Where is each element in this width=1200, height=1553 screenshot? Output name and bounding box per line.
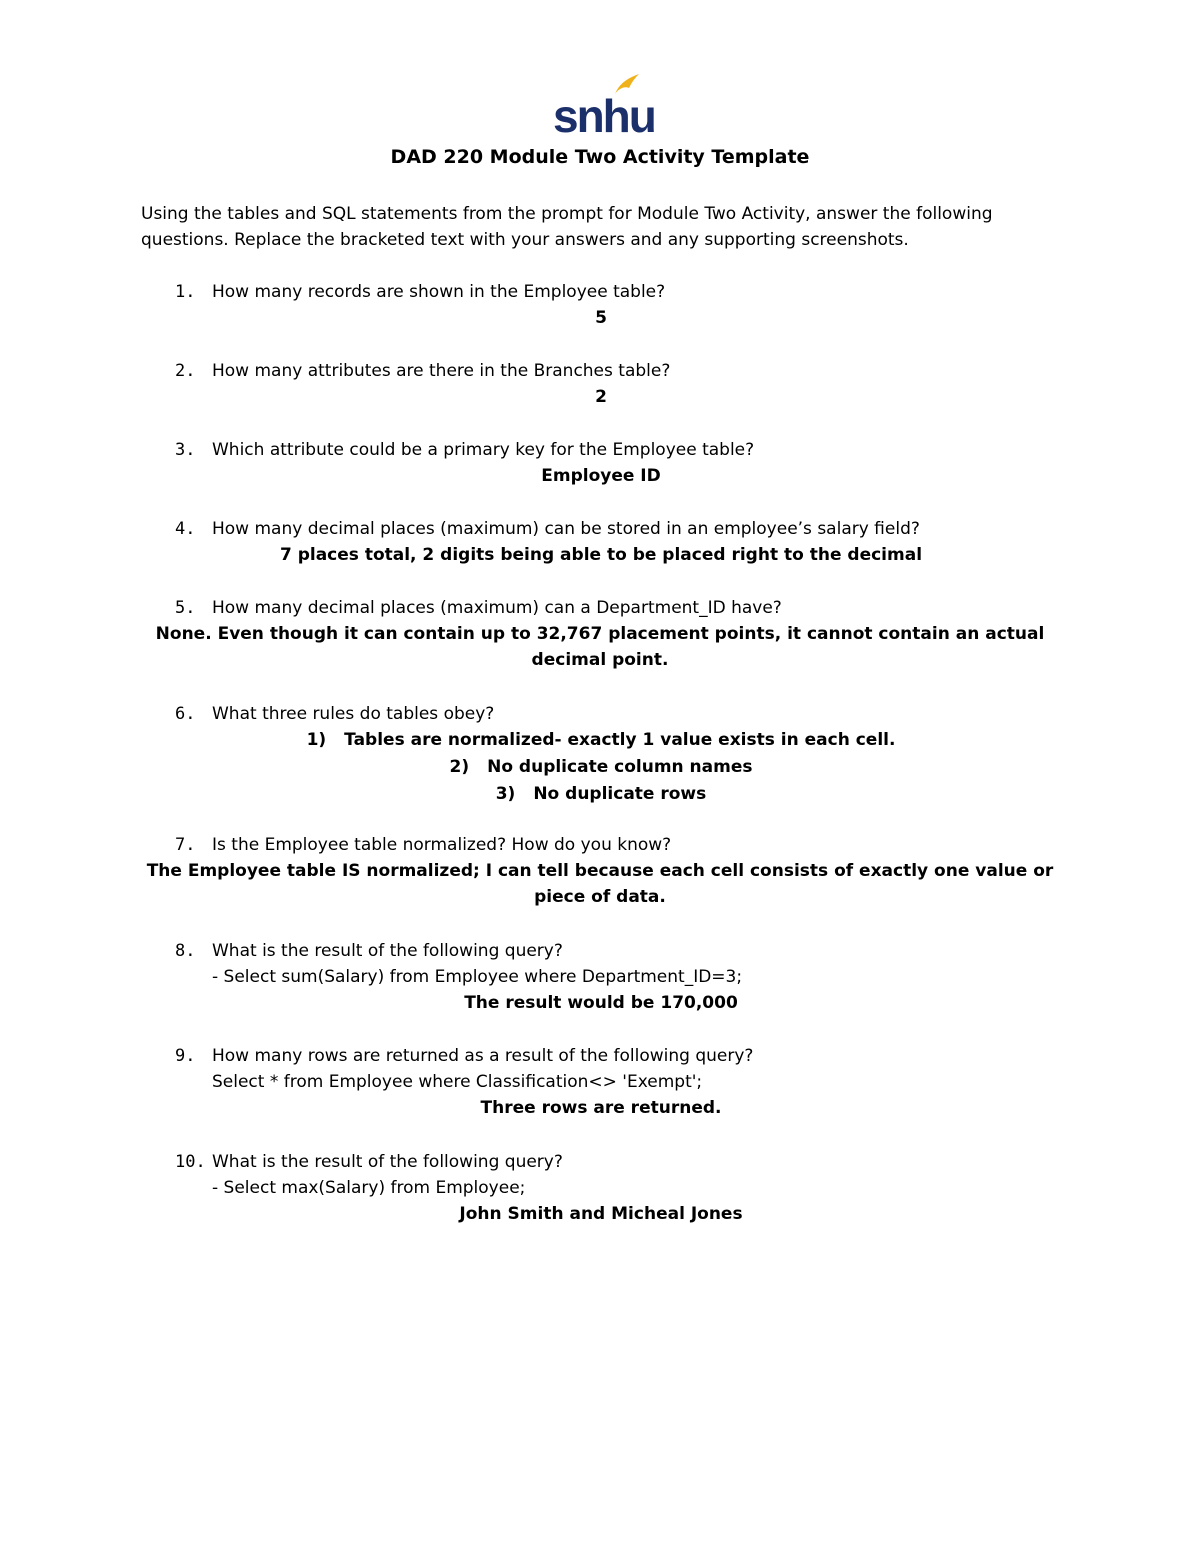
- question-2: [141, 358, 1061, 410]
- question-text: How many records are shown in the Employee table?: [212, 282, 666, 302]
- answer: Employee ID: [541, 466, 661, 486]
- rule-text: No duplicate column names: [487, 757, 753, 777]
- question-number: 10.: [175, 1152, 206, 1172]
- question-number: 5.: [175, 598, 196, 618]
- question-10: [141, 1149, 1061, 1227]
- question-number: 1.: [175, 282, 196, 302]
- rule-text: No duplicate rows: [533, 784, 707, 804]
- answer: None. Even though it can contain up to 32,767 placement points, it cannot contain an actual decimal point.: [155, 624, 1045, 670]
- question-number: 3.: [175, 440, 196, 460]
- rule-number: 1): [306, 730, 327, 750]
- question-number: 8.: [175, 941, 196, 961]
- rule-item: [141, 727, 1061, 754]
- rule-number: 2): [449, 757, 470, 777]
- snhu-logo: [553, 72, 655, 142]
- question-text: What is the result of the following query?: [212, 941, 563, 961]
- question-text: How many decimal places (maximum) can a Department_ID have?: [212, 598, 782, 618]
- question-text: Which attribute could be a primary key for the Employee table?: [212, 440, 755, 460]
- rule-number: 3): [495, 784, 516, 804]
- question-number: 2.: [175, 361, 196, 381]
- question-7: [141, 832, 1061, 858]
- question-text: How many decimal places (maximum) can be stored in an employee’s salary field?: [212, 519, 920, 539]
- question-text: Is the Employee table normalized? How do you know?: [212, 835, 672, 855]
- intro-paragraph: Using the tables and SQL statements from the prompt for Module Two Activity, answer the following questions. Replace the bracketed text with your answers and any supporting screenshots.: [141, 204, 993, 250]
- question-number: 9.: [175, 1046, 196, 1066]
- question-text: How many attributes are there in the Branches table?: [212, 361, 671, 381]
- query-text: - Select sum(Salary) from Employee where Department_ID=3;: [212, 967, 743, 987]
- rule-item: [141, 781, 1061, 808]
- answer: 7 places total, 2 digits being able to be placed right to the decimal: [279, 545, 923, 565]
- svg-text:snhu: snhu: [553, 90, 655, 142]
- answer: John Smith and Micheal Jones: [459, 1204, 743, 1224]
- question-5: [141, 595, 1061, 621]
- answer: The result would be 170,000: [464, 993, 738, 1013]
- question-8: [141, 938, 1061, 1016]
- rule-text: Tables are normalized- exactly 1 value exists in each cell.: [344, 730, 896, 750]
- question-3: [141, 437, 1061, 489]
- document-title: DAD 220 Module Two Activity Template: [390, 146, 810, 168]
- rule-item: [141, 754, 1061, 781]
- question-number: 7.: [175, 835, 196, 855]
- answer: The Employee table IS normalized; I can tell because each cell consists of exactly one value or piece of data.: [146, 861, 1054, 907]
- question-1: [141, 279, 1061, 331]
- answer: 5: [595, 308, 607, 328]
- answer: Three rows are returned.: [480, 1098, 722, 1118]
- query-text: Select * from Employee where Classification<> 'Exempt';: [212, 1072, 703, 1092]
- question-text: What three rules do tables obey?: [212, 704, 495, 724]
- question-text: What is the result of the following query?: [212, 1152, 563, 1172]
- question-text: How many rows are returned as a result of the following query?: [212, 1046, 754, 1066]
- question-6: [141, 701, 1061, 808]
- question-number: 6.: [175, 704, 196, 724]
- question-number: 4.: [175, 519, 196, 539]
- question-9: [141, 1043, 1061, 1121]
- answer: 2: [595, 387, 607, 407]
- question-4: [141, 516, 1061, 568]
- query-text: - Select max(Salary) from Employee;: [212, 1178, 526, 1198]
